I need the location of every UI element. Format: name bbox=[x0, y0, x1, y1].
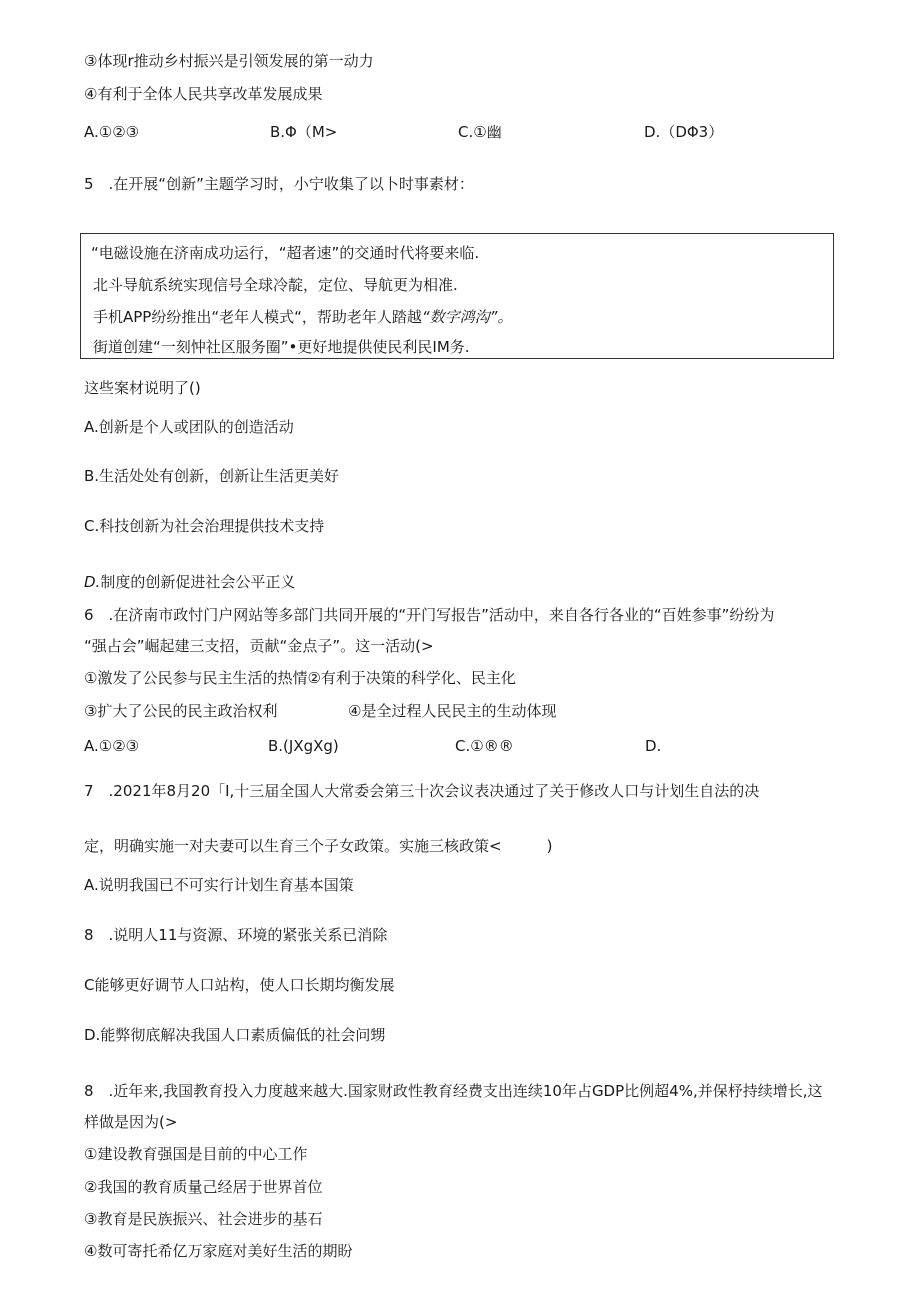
q6-stem-line-1: 6 .在济南市政忖门户网站等多部门共同开展的“开门写报告”活动中，来自各行各业的“百姓参事”纷纷为 bbox=[84, 606, 775, 624]
q5-option-b: B.生活处处有创新，创新让生活更美好 bbox=[84, 467, 340, 485]
q4-option-c: C.①幽 bbox=[458, 123, 502, 141]
q7-option-a: A.说明我国已不可实行计划生育基本国策 bbox=[84, 876, 354, 894]
q6-option-a: A.①②③ bbox=[84, 737, 140, 755]
q5-stem: 5 .在开展“创新”主题学习时，小宁收集了以卜时事素材： bbox=[84, 175, 474, 193]
q7-option-c: C能够更好调节人口站构，使人口长期均衡发展 bbox=[84, 976, 395, 994]
q8-item-3: ③教育是民族振兴、社会进步的基石 bbox=[84, 1210, 323, 1228]
q6-stem-line-2: “强占会”崛起建三支招，贡献“金点子”。这一活动(> bbox=[84, 637, 434, 655]
q5-material-3 bbox=[93, 307, 512, 327]
q5-material-1: “电磁设施在济南成功运行，“超者速”的交通时代将要来临. bbox=[91, 244, 480, 262]
q6-items-1-2: ①激发了公民参与民主生活的热情②有利于决策的科学化、民主化 bbox=[84, 669, 516, 687]
q6-option-b: B.(JXgXg) bbox=[268, 737, 339, 755]
q4-option-d: D.（DΦ3） bbox=[644, 123, 724, 141]
q5-question: 这些案材说明了() bbox=[84, 379, 201, 397]
q5-material-2: 北斗导航系统实现信号全球冷靛，定位、导航更为相准. bbox=[93, 276, 458, 294]
q6-option-d: D. bbox=[645, 737, 662, 755]
q6-item-3: ③扩大了公民的民主政治权利 bbox=[84, 702, 278, 720]
q5-material-4: 街道创建“一刻忡社区服务圈”•更好地提供使民利民IM务. bbox=[93, 338, 470, 356]
q5-option-c: C.科技创新为社会治理提供技术支持 bbox=[84, 517, 325, 535]
q8-stem-line-2: 样做是因为(> bbox=[84, 1113, 178, 1131]
q7-option-d: D.能弊彻底解决我国人口素质偏低的社会问甥 bbox=[84, 1026, 386, 1044]
q5-option-d-text: 制度的创新促进社会公平正义 bbox=[100, 573, 296, 591]
q4-item-3: ③体现r推动乡村振兴是引领发展的第一动力 bbox=[84, 52, 374, 70]
q5-material-3-text: 手机APP纷纷推出“老年人模式“，帮助老年人踏越 bbox=[93, 308, 422, 326]
q5-material-3-italic: “数字鸿沟”。 bbox=[421, 308, 513, 326]
q4-option-a: A.①②③ bbox=[84, 123, 140, 141]
q5-option-a: A.创新是个人或团队的创造活动 bbox=[84, 418, 294, 436]
q6-item-4: ④是全过程人民民主的生动体现 bbox=[348, 702, 557, 720]
q4-item-4: ④有利于全体人民共享改革发展成果 bbox=[84, 85, 323, 103]
q5-option-d bbox=[84, 572, 295, 592]
q8-item-1: ①建设教育强国是目前的中心工作 bbox=[84, 1145, 308, 1163]
q8-item-2: ②我国的教育质量己经居于世界首位 bbox=[84, 1178, 323, 1196]
q5-material-box bbox=[80, 233, 834, 359]
q8-stem-line-1: 8 .近年来,我国教育投入力度越来越大.国家财政性教育经费支出连续10年占GDP比例超4%,并保杼持续增长,这 bbox=[84, 1082, 823, 1100]
q7-option-b: 8 .说明人11与资源、环境的紧张关系已消除 bbox=[84, 926, 388, 944]
q8-item-4: ④数可寄托希亿万家庭对美好生活的期盼 bbox=[84, 1242, 353, 1260]
q7-stem-line-1: 7 .2021年8月20「I,十三届全国人大常委会第三十次会议表决通过了关于修改人口与计划生自法的决 bbox=[84, 782, 760, 800]
q6-option-c: C.①®® bbox=[455, 737, 514, 755]
q7-stem-line-2: 定，明确实施一对夫妻可以生育三个子女政策。实施三核政策< ) bbox=[84, 837, 553, 855]
q5-option-d-prefix: D. bbox=[84, 573, 101, 591]
q4-option-b: B.Φ（M> bbox=[270, 123, 338, 141]
